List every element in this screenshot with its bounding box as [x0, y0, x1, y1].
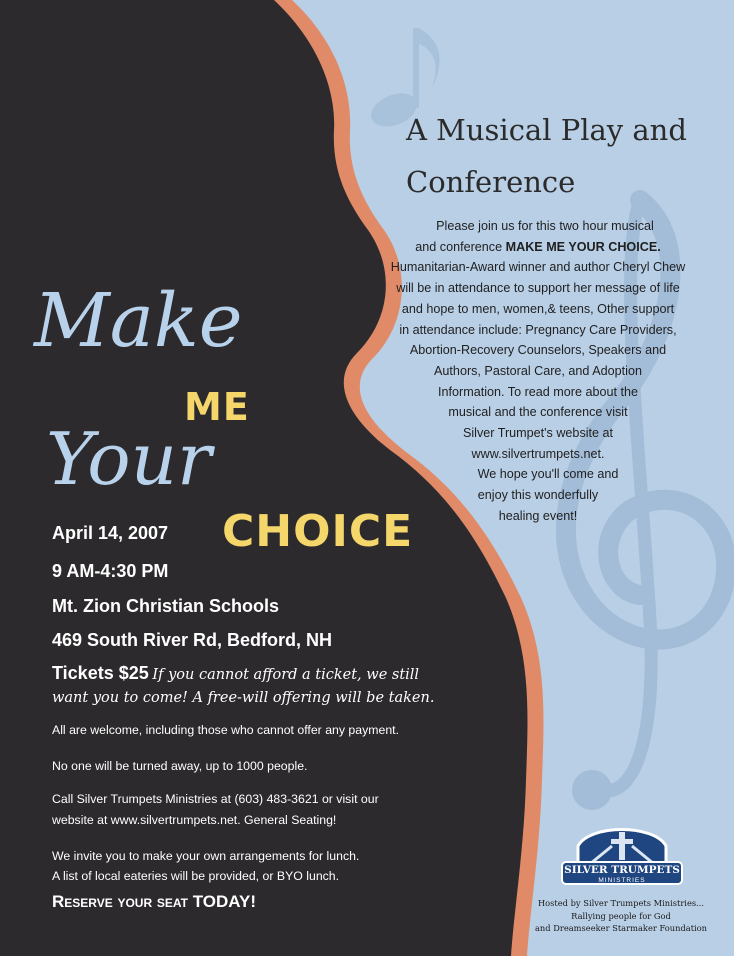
logo-name: SILVER TRUMPETS [564, 864, 680, 876]
tickets-label: Tickets $25 [52, 663, 149, 683]
event-time: 9 AM-4:30 PM [52, 561, 169, 581]
call-line-2: website at www.silvertrumpets.net. General Seating! [52, 813, 337, 827]
intro-line: healing event! [498, 508, 578, 523]
hosted-line-1: Hosted by Silver Trumpets Ministries... [537, 898, 705, 908]
lunch-line-1: We invite you to make your own arrangements for lunch. [52, 849, 360, 863]
intro-line: in attendance include: Pregnancy Care Providers, [399, 322, 677, 337]
event-address: 469 South River Rd, Bedford, NH [52, 630, 333, 650]
intro-line [340, 237, 734, 258]
title-your: Your [46, 417, 212, 501]
intro-line: Authors, Pastoral Care, and Adoption [434, 363, 642, 378]
tickets-script-1: If you cannot afford a ticket, we still [152, 667, 420, 683]
intro-line: and hope to men, women,& teens, Other support [401, 301, 675, 316]
intro-line: Information. To read more about the [438, 384, 638, 399]
hosted-line-2: Rallying people for God [571, 910, 671, 921]
logo-sub: MINISTRIES [598, 877, 646, 884]
reserve-today: TODAY! [192, 892, 256, 911]
event-date: April 14, 2007 [52, 523, 169, 543]
reserve-prefix: Reserve your seat [52, 892, 193, 911]
intro-line: We hope you'll come and [477, 467, 619, 482]
turned-away-text: No one will be turned away, up to 1000 people. [52, 759, 308, 773]
call-line-1: Call Silver Trumpets Ministries at (603) 483-3621 or visit our [52, 792, 379, 806]
intro-paragraph [340, 216, 734, 527]
intro-line: Silver Trumpet's website at [462, 426, 614, 441]
heading-line2: Conference [406, 165, 576, 199]
heading-line1: A Musical Play and [406, 113, 687, 147]
tickets-script-2: want you to come! A free-will offering will be taken. [52, 690, 435, 706]
intro-line: musical and the conference visit [448, 405, 628, 420]
intro-line: www.silvertrumpets.net. [471, 446, 605, 461]
page-heading [406, 104, 726, 208]
title-choice: CHOICE [222, 506, 414, 557]
intro-line: will be in attendance to support her message of life [396, 281, 680, 296]
hosted-by [510, 897, 732, 935]
title-make: Make [34, 278, 243, 364]
title-me: ME [184, 385, 250, 429]
intro-line: Humanitarian-Award winner and author Cheryl Chew [390, 260, 686, 275]
hosted-line-3: and Dreamseeker Starmaker Foundation [534, 923, 708, 933]
intro-line: Abortion-Recovery Counselors, Speakers and [409, 343, 667, 358]
intro-line: Please join us for this two hour musical [436, 219, 654, 233]
tickets-line [52, 662, 482, 686]
intro-line2-bold: MAKE ME YOUR CHOICE. [505, 239, 661, 254]
lunch-line-2: A list of local eateries will be provided, or BYO lunch. [52, 869, 340, 883]
welcome-text: All are welcome, including those who cannot offer any payment. [52, 723, 400, 737]
event-venue: Mt. Zion Christian Schools [52, 596, 280, 616]
intro-line2-prefix: and conference [415, 239, 506, 254]
reserve-line [52, 892, 256, 912]
intro-line: enjoy this wonderfully [477, 488, 599, 503]
